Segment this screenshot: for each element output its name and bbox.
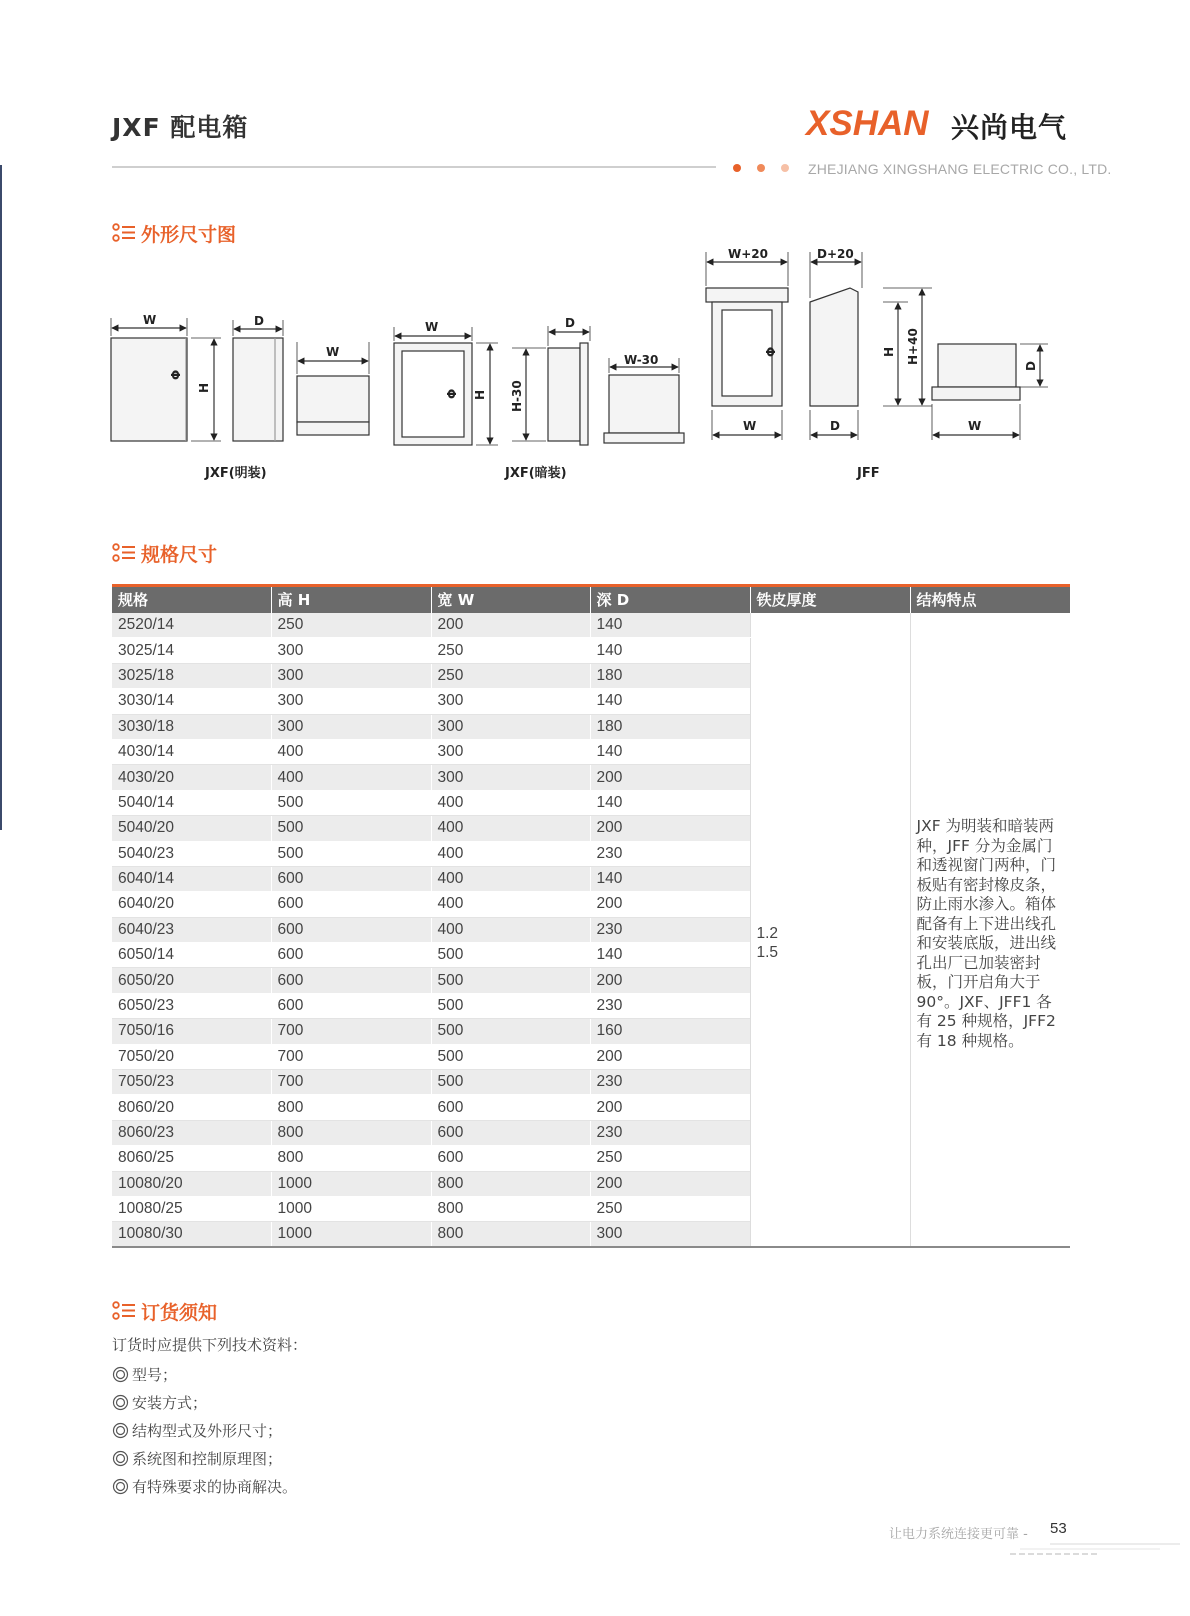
column-header: 深 D [590, 586, 750, 613]
table-cell: 700 [271, 1019, 431, 1044]
table-cell: 500 [431, 1044, 590, 1069]
table-cell: 6040/20 [112, 892, 271, 917]
table-cell: 200 [590, 1095, 750, 1120]
dim-label-h-plus-40: H+40 [906, 328, 920, 365]
table-cell: 400 [431, 841, 590, 866]
dim-label-h: H [197, 382, 211, 393]
table-cell: 600 [271, 866, 431, 891]
dim-label-h: H [882, 346, 896, 357]
table-cell: 400 [431, 816, 590, 841]
table-cell: 10080/25 [112, 1196, 271, 1221]
table-cell: 140 [590, 790, 750, 815]
page-number: 53 [1050, 1520, 1067, 1537]
jff-top-view [932, 344, 1048, 440]
table-cell: 160 [590, 1019, 750, 1044]
table-cell: 400 [431, 892, 590, 917]
jff-front-view [706, 252, 788, 440]
table-cell: 10080/30 [112, 1222, 271, 1247]
ordering-item-text: 有特殊要求的协商解决。 [132, 1478, 298, 1496]
dim-label-phi: Φ [764, 346, 778, 357]
list-icon [112, 1301, 136, 1321]
table-cell: 230 [590, 993, 750, 1018]
table-cell: 180 [590, 663, 750, 688]
drawing-caption-jxf-flush: JXF(暗装) [505, 466, 567, 481]
table-cell: 600 [271, 943, 431, 968]
dim-label-w: W [968, 419, 982, 433]
decor-dot [757, 164, 765, 172]
table-cell: 3030/18 [112, 714, 271, 739]
jxf-flush-top-view [604, 358, 684, 443]
dim-label-w: W [143, 313, 157, 327]
table-cell: 1000 [271, 1171, 431, 1196]
ordering-intro: 订货时应提供下列技术资料： [112, 1336, 308, 1354]
table-cell: 600 [431, 1120, 590, 1145]
table-cell: 230 [590, 841, 750, 866]
table-cell: 250 [590, 1146, 750, 1171]
table-cell: 300 [431, 714, 590, 739]
column-header: 高 H [271, 586, 431, 613]
brand-logo-latin: XSHAN [806, 104, 929, 143]
table-cell: 500 [271, 816, 431, 841]
table-cell: 600 [271, 993, 431, 1018]
drawing-caption-jxf-surface: JXF(明装) [205, 466, 267, 481]
table-cell: 8060/23 [112, 1120, 271, 1145]
table-cell: 140 [590, 739, 750, 764]
table-cell: 7050/23 [112, 1070, 271, 1095]
table-cell: 6040/14 [112, 866, 271, 891]
drawing-caption-jff: JFF [857, 466, 880, 481]
double-circle-bullet-icon [112, 1450, 129, 1467]
table-cell: 200 [590, 816, 750, 841]
dim-label-phi: Φ [445, 388, 459, 399]
table-cell: 500 [431, 1070, 590, 1095]
dim-label-d: D [254, 314, 264, 328]
spec-table [112, 584, 1070, 1248]
header-rule [112, 166, 716, 168]
brand-logo [806, 104, 1071, 144]
column-header: 宽 W [431, 586, 590, 613]
table-cell: 5040/14 [112, 790, 271, 815]
table-cell: 250 [590, 1196, 750, 1221]
ordering-item-text: 系统图和控制原理图； [132, 1450, 283, 1468]
dim-label-d: D [830, 419, 840, 433]
ordering-list [112, 1361, 297, 1501]
table-cell: 300 [271, 714, 431, 739]
table-cell: 200 [590, 765, 750, 790]
table-cell: 200 [590, 1044, 750, 1069]
dim-label-w: W [425, 320, 439, 334]
table-cell: 2520/14 [112, 613, 271, 638]
structure-features-cell: JXF 为明装和暗装两种，JFF 分为金属门和透视窗门两种，门板贴有密封橡皮条，防止雨水渗入。箱体配备有上下进出线孔和安装底版，进出线孔出厂已加装密封板，门开启角大于 90°。JXF、JFF1 各有 25 种规格，JFF2 有 18 种规格。 [910, 613, 1070, 1248]
table-cell: 140 [590, 943, 750, 968]
table-cell: 400 [271, 765, 431, 790]
table-cell: 6050/14 [112, 943, 271, 968]
table-cell: 5040/20 [112, 816, 271, 841]
jxf-flush-front-view [394, 327, 498, 445]
ordering-item-text: 型号； [132, 1366, 178, 1384]
table-cell: 6050/20 [112, 968, 271, 993]
table-cell: 7050/16 [112, 1019, 271, 1044]
table-cell: 300 [271, 689, 431, 714]
column-header: 铁皮厚度 [750, 586, 910, 613]
page-title: JXF 配电箱 [112, 113, 249, 142]
table-cell: 800 [271, 1095, 431, 1120]
table-cell: 800 [271, 1146, 431, 1171]
decor-dot [733, 164, 741, 172]
dim-label-h: H [473, 389, 487, 400]
ordering-item [112, 1473, 297, 1501]
table-cell: 140 [590, 613, 750, 638]
table-cell: 600 [431, 1095, 590, 1120]
table-cell: 250 [431, 663, 590, 688]
double-circle-bullet-icon [112, 1422, 129, 1439]
table-cell: 250 [431, 638, 590, 663]
table-cell: 200 [590, 1171, 750, 1196]
table-row [112, 613, 1070, 638]
section-title: 外形尺寸图 [141, 224, 237, 246]
table-cell: 140 [590, 689, 750, 714]
table-cell: 400 [431, 917, 590, 942]
table-cell: 300 [431, 765, 590, 790]
jxf-surface-front-view [111, 318, 221, 441]
footer-decoration [1010, 1540, 1180, 1570]
jxf-surface-side-view [233, 320, 283, 441]
page-edge-strip [0, 165, 2, 830]
table-cell: 8060/20 [112, 1095, 271, 1120]
table-cell: 400 [431, 790, 590, 815]
dim-label-d-plus-20: D+20 [817, 247, 854, 261]
section-title: 规格尺寸 [141, 544, 218, 566]
company-name-en: ZHEJIANG XINGSHANG ELECTRIC CO., LTD. [808, 161, 1112, 177]
section-title: 订货须知 [141, 1302, 218, 1324]
table-cell: 400 [271, 739, 431, 764]
decor-dot [781, 164, 789, 172]
table-cell: 300 [431, 739, 590, 764]
table-cell: 300 [271, 663, 431, 688]
table-cell: 200 [431, 613, 590, 638]
table-cell: 140 [590, 638, 750, 663]
table-cell: 500 [271, 790, 431, 815]
double-circle-bullet-icon [112, 1366, 129, 1383]
ordering-item [112, 1445, 297, 1473]
table-cell: 4030/20 [112, 765, 271, 790]
table-cell: 500 [431, 1019, 590, 1044]
double-circle-bullet-icon [112, 1394, 129, 1411]
table-cell: 800 [431, 1196, 590, 1221]
footer-slogan: 让电力系统连接更可靠 - [889, 1527, 1028, 1542]
dim-label-w: W [743, 419, 757, 433]
table-cell: 1000 [271, 1196, 431, 1221]
table-cell: 4030/14 [112, 739, 271, 764]
table-cell: 180 [590, 714, 750, 739]
table-cell: 3025/14 [112, 638, 271, 663]
table-cell: 800 [271, 1120, 431, 1145]
spec-table-header [112, 586, 1070, 613]
table-cell: 800 [431, 1171, 590, 1196]
ordering-item [112, 1361, 297, 1389]
double-circle-bullet-icon [112, 1478, 129, 1495]
table-cell: 500 [431, 943, 590, 968]
ordering-item [112, 1417, 297, 1445]
ordering-item-text: 结构型式及外形尺寸； [132, 1422, 283, 1440]
table-cell: 10080/20 [112, 1171, 271, 1196]
table-cell: 300 [271, 638, 431, 663]
dim-label-h-minus-30: H-30 [510, 380, 524, 412]
table-cell: 300 [431, 689, 590, 714]
table-cell: 600 [271, 968, 431, 993]
table-cell: 800 [431, 1222, 590, 1247]
table-cell: 500 [271, 841, 431, 866]
table-cell: 300 [590, 1222, 750, 1247]
dim-label-w: W [326, 345, 340, 359]
sheet-thickness-cell: 1.2 1.5 [750, 613, 910, 1248]
ordering-item [112, 1389, 297, 1417]
table-cell: 140 [590, 866, 750, 891]
table-cell: 1000 [271, 1222, 431, 1247]
table-cell: 230 [590, 1070, 750, 1095]
dim-label-d: D [1024, 361, 1038, 371]
dimension-drawings [100, 240, 1090, 500]
table-cell: 500 [431, 968, 590, 993]
table-cell: 600 [271, 892, 431, 917]
table-cell: 6040/23 [112, 917, 271, 942]
table-cell: 600 [431, 1146, 590, 1171]
table-cell: 500 [431, 993, 590, 1018]
table-cell: 6050/23 [112, 993, 271, 1018]
dim-label-phi: Φ [169, 369, 183, 380]
table-cell: 8060/25 [112, 1146, 271, 1171]
table-cell: 600 [271, 917, 431, 942]
column-header: 规格 [112, 586, 271, 613]
table-cell: 250 [271, 613, 431, 638]
column-header: 结构特点 [910, 586, 1070, 613]
dim-label-w-minus-30: W-30 [624, 353, 659, 367]
table-cell: 3030/14 [112, 689, 271, 714]
table-cell: 3025/18 [112, 663, 271, 688]
dim-label-w-plus-20: W+20 [728, 247, 768, 261]
table-cell: 7050/20 [112, 1044, 271, 1069]
table-cell: 5040/23 [112, 841, 271, 866]
table-cell: 230 [590, 1120, 750, 1145]
table-cell: 700 [271, 1044, 431, 1069]
dim-label-d: D [565, 316, 575, 330]
table-cell: 700 [271, 1070, 431, 1095]
table-cell: 200 [590, 892, 750, 917]
list-icon [112, 543, 136, 563]
table-cell: 230 [590, 917, 750, 942]
table-cell: 400 [431, 866, 590, 891]
table-cell: 200 [590, 968, 750, 993]
brand-logo-chinese: 兴尚电气 [951, 111, 1068, 144]
ordering-item-text: 安装方式； [132, 1394, 208, 1412]
